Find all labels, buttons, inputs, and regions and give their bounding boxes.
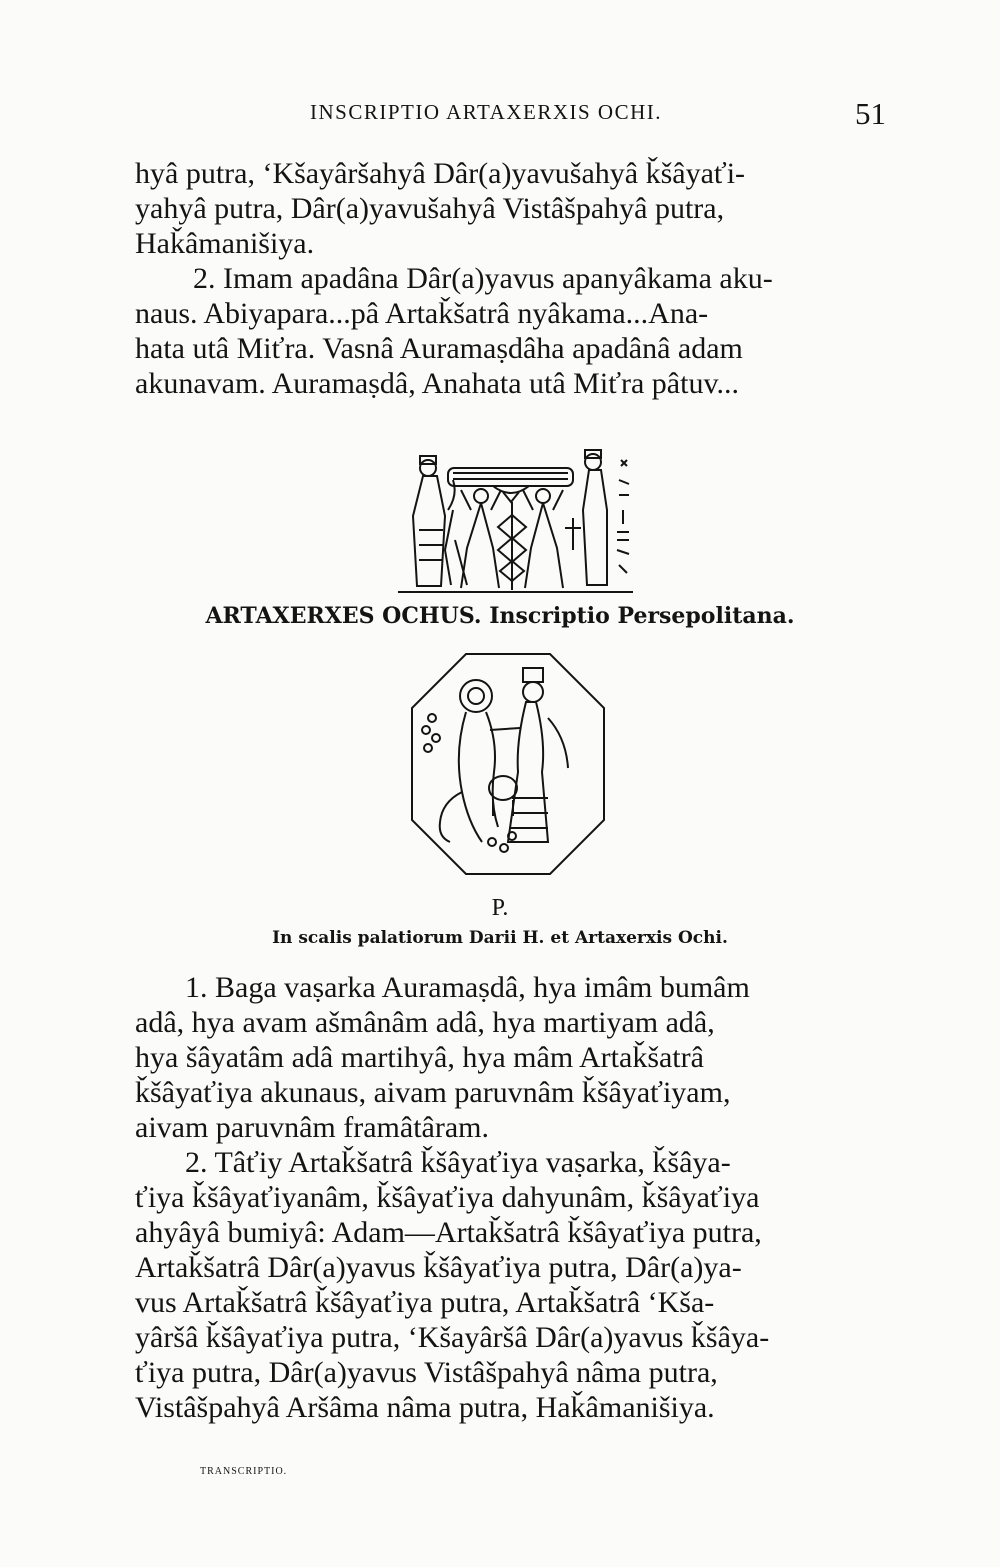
- text-line: vus Artaǩšatrâ ǩšâyaťiya putra, Artaǩšatrâ ‘Kša-: [135, 1286, 715, 1319]
- text-line: 2. Tâťiy Artaǩšatrâ ǩšâyaťiya vaṣarka, ǩšâya-: [185, 1146, 731, 1179]
- text-line: aivam paruvnâm framâtâram.: [135, 1111, 489, 1144]
- text-line: yahyâ putra, Dâr(a)yavušahyâ Vistâšpahyâ putra,: [135, 192, 725, 225]
- figure-2-label: P.: [491, 895, 509, 921]
- figure-1-caption: ARTAXERXES OCHUS. Inscriptio Persepolitana.: [205, 603, 795, 629]
- text-line: adâ, hya avam ašmânâm adâ, hya martiyam adâ,: [135, 1006, 715, 1039]
- running-head-title: INSCRIPTIO ARTAXERXIS OCHI.: [310, 100, 662, 124]
- text-line: yâršâ ǩšâyaťiya putra, ‘Kšayâršâ Dâr(a)yavus ǩšâya-: [135, 1321, 770, 1354]
- text-line: akunavam. Auramaṣdâ, Anahata utâ Miťra pâtuv...: [135, 367, 740, 400]
- text-line: ťiya putra, Dâr(a)yavus Vistâšpahyâ nâma putra,: [135, 1356, 718, 1389]
- text-line: hata utâ Miťra. Vasnâ Auramaṣdâha apadânâ adam: [135, 332, 743, 365]
- octagonal-seal-engraving: [408, 648, 608, 880]
- figure-2-caption: In scalis palatiorum Darii H. et Artaxerxis Ochi.: [272, 928, 728, 948]
- footer-signature: TRANSCRIPTIO.: [200, 1466, 288, 1477]
- text-line: Artaǩšatrâ Dâr(a)yavus ǩšâyaťiya putra, Dâr(a)ya-: [135, 1251, 742, 1284]
- paragraph-bottom: [135, 970, 890, 1425]
- text-line: ahyâyâ bumiyâ: Adam—Artaǩšatrâ ǩšâyaťiya putra,: [135, 1216, 762, 1249]
- text-line: 1. Baga vaṣarka Auramaṣdâ, hya imâm bumâm: [185, 971, 750, 1004]
- text-line: ťiya ǩšâyaťiyanâm, ǩšâyaťiya dahyunâm, ǩšâyaťiya: [135, 1181, 760, 1214]
- text-line: Haǩâmanišiya.: [135, 227, 315, 260]
- text-line: Vistâšpahyâ Aršâma nâma putra, Haǩâmanišiya.: [135, 1391, 715, 1424]
- text-line: hyâ putra, ‘Kšayâršahyâ Dâr(a)yavušahyâ ǩšâyaťi-: [135, 157, 746, 190]
- text-line: hya šâyatâm adâ martihyâ, hya mâm Artaǩšatrâ: [135, 1041, 704, 1074]
- page-number: 51: [855, 96, 886, 131]
- paragraph-top: [135, 156, 890, 401]
- cylinder-seal-engraving: [393, 440, 638, 610]
- text-line: 2. Imam apadâna Dâr(a)yavus apanyâkama aku-: [193, 262, 773, 295]
- running-header: [0, 96, 1000, 136]
- text-line: ǩšâyaťiya akunaus, aivam paruvnâm ǩšâyaťiyam,: [135, 1076, 731, 1109]
- text-line: naus. Abiyapara...pâ Artaǩšatrâ nyâkama...Ana-: [135, 297, 709, 330]
